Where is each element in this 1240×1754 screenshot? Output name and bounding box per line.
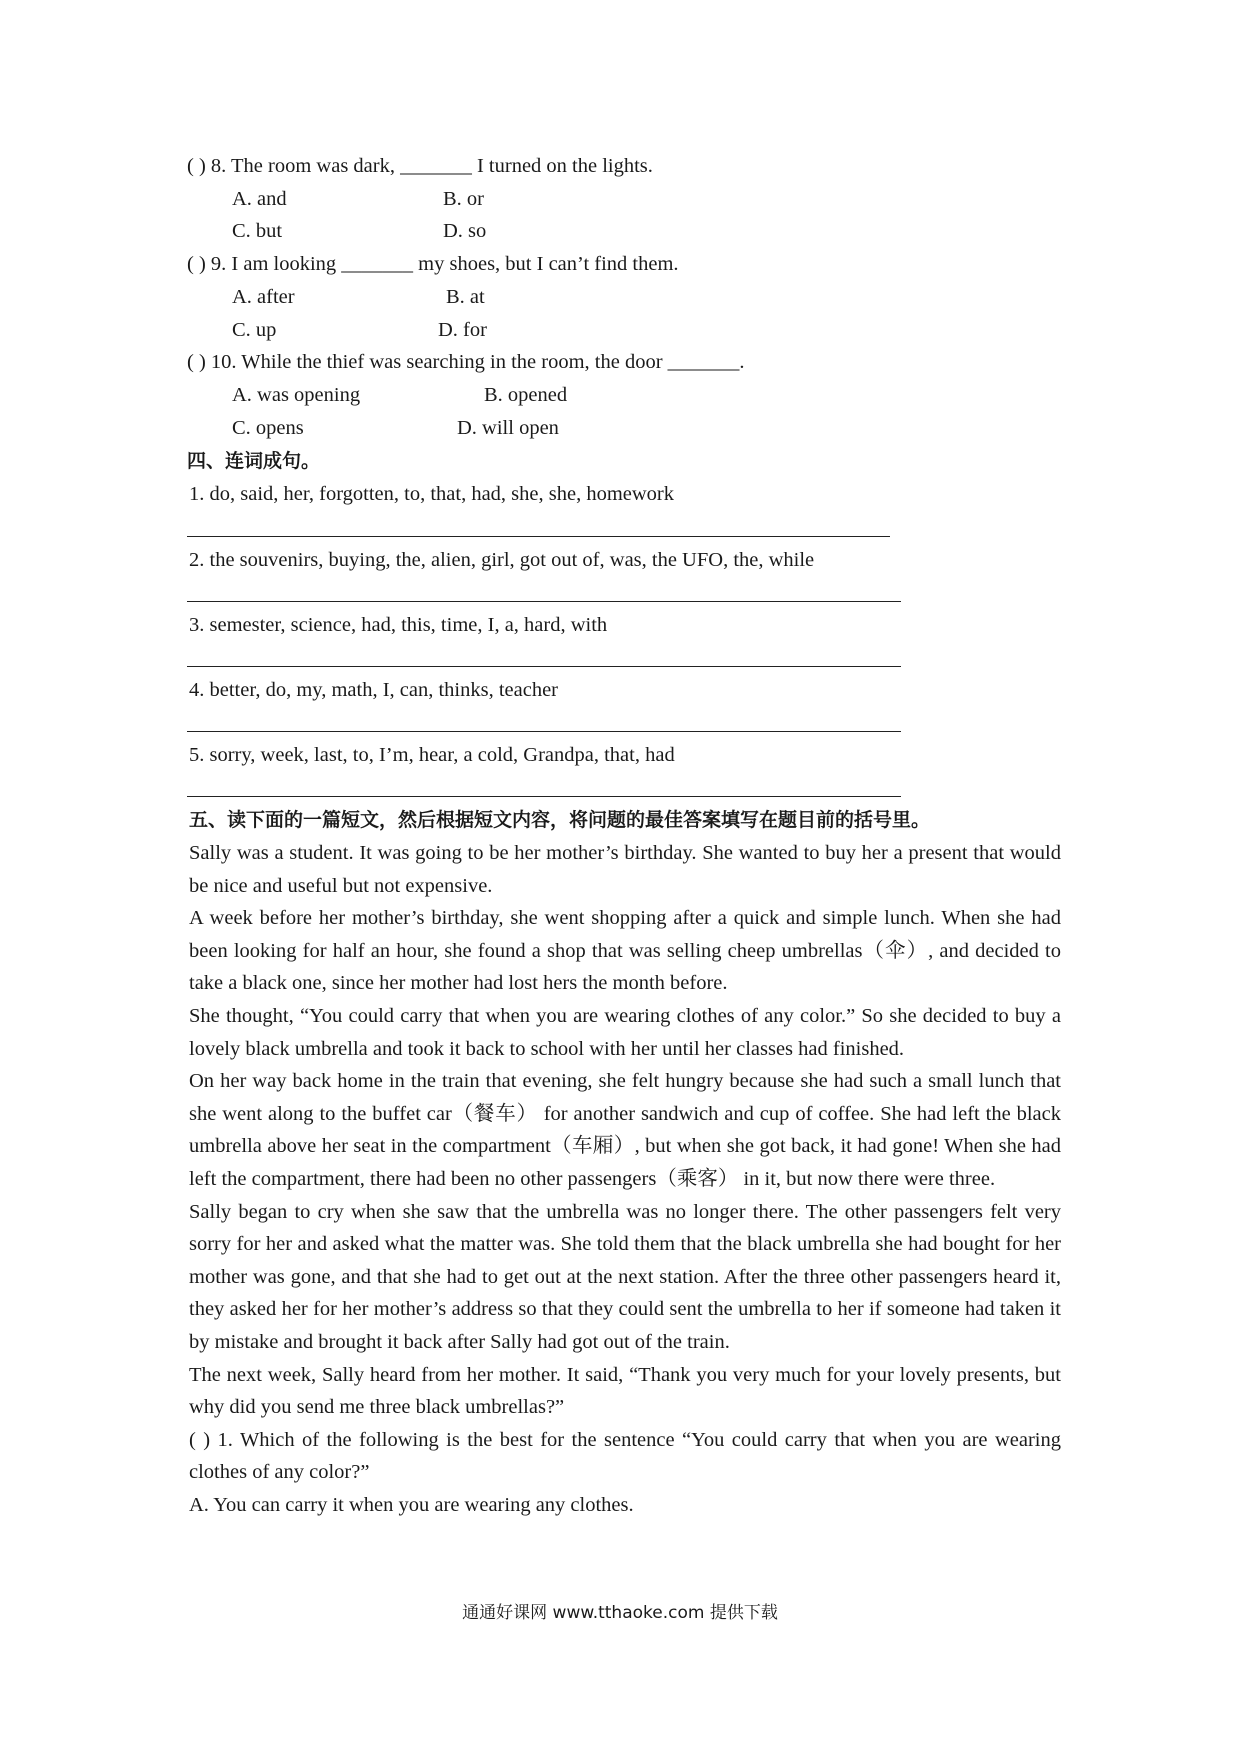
question-8-option-c: C. but: [232, 220, 283, 242]
passage-paragraph-1: Sally was a student. It was going to be her mother’s birthday. She wanted to buy her a present that would be nice and useful but not expensive.: [189, 842, 1061, 897]
question-9-stem: ( ) 9. I am looking _______ my shoes, but I can’t find them.: [187, 253, 679, 275]
sentence-item-4: 4. better, do, my, math, I, can, thinks, teacher: [189, 679, 559, 701]
sentence-item-5: 5. sorry, week, last, to, I’m, hear, a cold, Grandpa, that, had: [189, 744, 675, 766]
question-8-option-a: A. and: [232, 188, 287, 210]
reading-question-1: ( ) 1. Which of the following is the best for the sentence “You could carry that when you are wearing clothes of any color?”: [189, 1428, 1061, 1484]
answer-line-1[interactable]: [187, 536, 890, 537]
answer-line-2[interactable]: [187, 601, 901, 602]
question-9-option-a: A. after: [232, 286, 295, 308]
question-8-option-d: D. so: [443, 220, 487, 242]
passage-paragraph-3: She thought, “You could carry that when you are wearing clothes of any color.” So she decided to buy a lovely black umbrella and took it back to school with her until her classes had finished.: [189, 1004, 1061, 1060]
question-8-stem: ( ) 8. The room was dark, _______ I turned on the lights.: [187, 155, 653, 177]
answer-line-5[interactable]: [187, 796, 901, 797]
sentence-item-2: 2. the souvenirs, buying, the, alien, girl, got out of, was, the UFO, the, while: [189, 549, 815, 571]
question-9-option-c: C. up: [232, 319, 277, 341]
question-10-option-c: C. opens: [232, 417, 304, 439]
sentence-item-3: 3. semester, science, had, this, time, I, a, hard, with: [189, 614, 608, 636]
question-10-option-d: D. will open: [457, 417, 559, 439]
question-10-stem: ( ) 10. While the thief was searching in the room, the door _______.: [187, 351, 745, 373]
sentence-item-1: 1. do, said, her, forgotten, to, that, had, she, she, homework: [189, 483, 675, 505]
page-footer: 通通好课网 www.tthaoke.com 提供下载: [462, 1603, 778, 1623]
passage-paragraph-5: Sally began to cry when she saw that the umbrella was no longer there. The other passengers felt very sorry for her and asked what the matter was. She told them that the black umbrella she had bought for her mother was gone, and that she had to get out at the next station. After the three other passengers heard it, they asked her for her mother’s address so that they could sent the umbrella to her if someone had taken it by mistake and brought it back after Sally had got out of the train.: [189, 1200, 1061, 1353]
passage-paragraph-4: On her way back home in the train that evening, she felt hungry because she had such a small lunch that she went along to the buffet car（餐车） for another sandwich and cup of coffee. She had left the black umbrella above her seat in the compartment（车厢）, but when she got back, it had gone! When she had left the compartment, there had been no other passengers（乘客） in it, but now there were three.: [189, 1070, 1061, 1190]
answer-line-3[interactable]: [187, 666, 901, 667]
reading-passage: [189, 837, 1061, 1521]
question-8-option-b: B. or: [443, 188, 484, 210]
passage-paragraph-2: A week before her mother’s birthday, she went shopping after a quick and simple lunch. When she had been looking for half an hour, she found a shop that was selling cheep umbrellas（伞）, and decided to take a black one, since her mother had lost hers the month before.: [189, 907, 1061, 995]
question-9-option-d: D. for: [438, 319, 487, 341]
question-10-option-a: A. was opening: [232, 384, 361, 406]
question-10-option-b: B. opened: [484, 384, 568, 406]
passage-paragraph-6: The next week, Sally heard from her mother. It said, “Thank you very much for your lovely presents, but why did you send me three black umbrellas?”: [189, 1363, 1061, 1419]
reading-question-1-option-a: A. You can carry it when you are wearing any clothes.: [189, 1493, 634, 1516]
question-9-option-b: B. at: [446, 286, 485, 308]
answer-line-4[interactable]: [187, 731, 901, 732]
section-4-heading: 四、连词成句。: [187, 450, 321, 472]
section-5-heading: 五、读下面的一篇短文，然后根据短文内容，将问题的最佳答案填写在题目前的括号里。: [189, 809, 931, 831]
